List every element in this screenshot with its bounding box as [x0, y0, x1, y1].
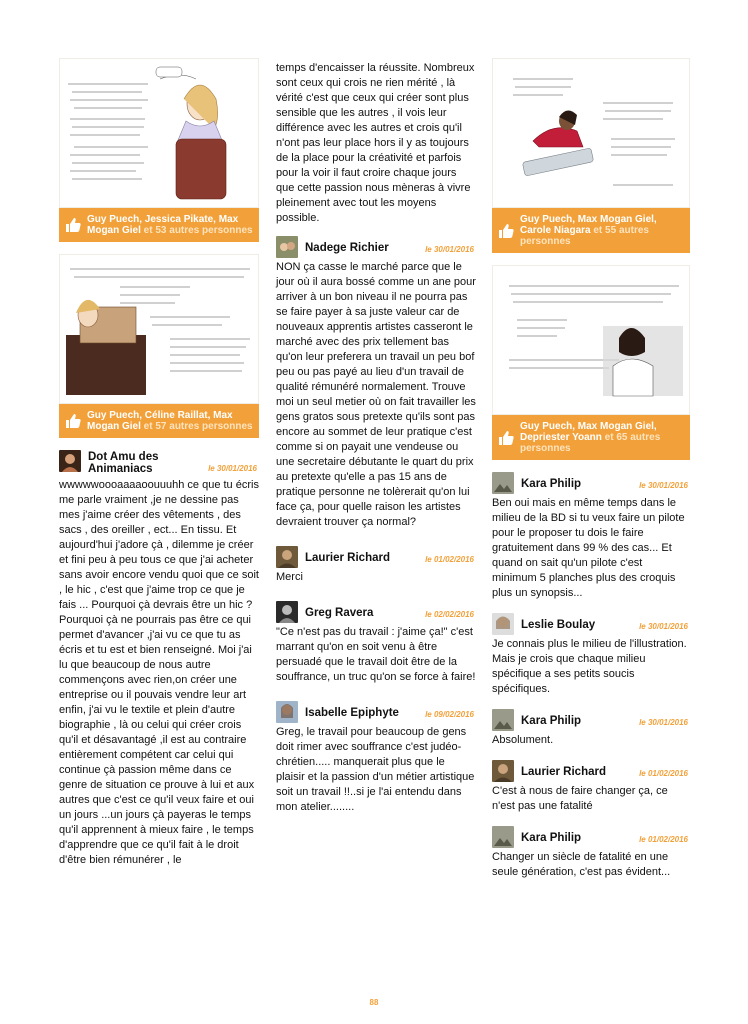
- thumb-up-icon[interactable]: [498, 430, 514, 446]
- likes-more[interactable]: et 57 autres personnes: [140, 421, 253, 432]
- comment-text: Je connais plus le milieu de l'illustration. Mais je crois que chaque milieu spécifique a ses petits soucis spécifiques.: [492, 638, 687, 695]
- comment-author[interactable]: Kara Philip: [521, 832, 582, 844]
- comment-date: le 30/01/2016: [208, 464, 257, 473]
- likes-names[interactable]: Guy Puech, Céline Raillat, Max Mogan Giel: [87, 410, 233, 432]
- avatar[interactable]: [492, 760, 514, 782]
- artist-at-desk-drawing: [60, 255, 259, 403]
- likes-more[interactable]: et 55 autres personnes: [520, 225, 649, 247]
- comment-text: Ben oui mais en même temps dans le milieu de la BD si tu veux faire un pilote pour le proposer tu dois le faire gratuitement dans 99 % des cas... Et quand on sait qu'un pilote c'est minimum 5 planches plus des croquis plus un synopsis...: [492, 497, 685, 599]
- likes-names[interactable]: Guy Puech, Max Mogan Giel, Depriester Yoann: [520, 421, 657, 443]
- avatar[interactable]: [276, 236, 298, 258]
- comment: [276, 236, 476, 530]
- comment-text: NON ça casse le marché parce que le jour où il aura bossé comme un ane pour arriver à un bon niveau il ne pourra pas se faire payer à sa juste valeur car de nouveaux apprentis artistes casseront le marché avec des prix tellement bas qu'on leur preferera un travail un peu bof peu ou pas payé au lieu d'un travail de qualité rémunéré normalement. Trouve moi un seul metier où on fait travailler les gens gratos sous pretexte qu'ils sont pas encore au sommet de leur pratique c'est comme si on payait une vendeuse ou une secretaire débutante le quart du prix au pretexte qu'elle a pas 15 ans de pratique personne ne tolèrerait qu'on lui face ça, pour quelle raison les artistes devraient trouver ça normal?: [276, 261, 476, 528]
- comic-illustration: [59, 58, 259, 208]
- comment: [276, 701, 476, 815]
- comic-card: [492, 58, 690, 253]
- thumb-up-icon[interactable]: [498, 223, 514, 239]
- girl-on-sled-drawing: [493, 59, 690, 207]
- comment-date: le 30/01/2016: [425, 245, 474, 254]
- comment-date: le 09/02/2016: [425, 710, 474, 719]
- comment: [276, 546, 476, 585]
- comment: [492, 760, 690, 814]
- comic-illustration: [59, 254, 259, 404]
- comic-card: [59, 58, 259, 242]
- thumb-up-icon[interactable]: [65, 413, 81, 429]
- column-middle: [276, 61, 476, 823]
- comment-author[interactable]: Nadege Richier: [305, 242, 389, 254]
- comment-author[interactable]: Laurier Richard: [305, 552, 390, 564]
- comment: [492, 613, 690, 697]
- comment-author[interactable]: Isabelle Epiphyte: [305, 707, 399, 719]
- likes-more[interactable]: et 53 autres personnes: [140, 225, 253, 236]
- comment-text: Changer un siècle de fatalité en une seule génération, c'est pas évident...: [492, 851, 671, 878]
- likes-more[interactable]: et 65 autres personnes: [520, 432, 661, 454]
- avatar[interactable]: [276, 701, 298, 723]
- likes-names[interactable]: Guy Puech, Max Mogan Giel, Carole Niagara: [520, 214, 657, 236]
- comment-date: le 30/01/2016: [639, 622, 688, 631]
- likes-bar: [492, 208, 690, 253]
- comic-illustration: [492, 58, 690, 208]
- avatar[interactable]: [59, 450, 81, 472]
- comic-illustration: [492, 265, 690, 415]
- thumb-up-icon[interactable]: [65, 217, 81, 233]
- comment-author[interactable]: Laurier Richard: [521, 766, 606, 778]
- avatar[interactable]: [492, 826, 514, 848]
- comment-text: Absolument.: [492, 734, 554, 746]
- avatar[interactable]: [276, 601, 298, 623]
- column-right: [492, 58, 690, 888]
- comment-author[interactable]: Greg Ravera: [305, 607, 374, 619]
- likes-bar: [59, 208, 259, 242]
- comment-date: le 01/02/2016: [639, 835, 688, 844]
- comment: [59, 450, 259, 868]
- comic-card: [492, 265, 690, 460]
- comment-author[interactable]: Leslie Boulay: [521, 619, 596, 631]
- comment: [492, 709, 690, 748]
- comment-text: C'est à nous de faire changer ça, ce n'est pas une fatalité: [492, 785, 668, 812]
- comic-card: [59, 254, 259, 438]
- comment-date: le 02/02/2016: [425, 610, 474, 619]
- comment-author[interactable]: Kara Philip: [521, 478, 582, 490]
- comment-author[interactable]: Dot Amu des Animaniacs: [88, 451, 159, 475]
- comment-continuation: temps d'encaisser la réussite. Nombreux sont ceux qui crois ne rien mérité , là vérité c'est que ceux qui créer sont plus sensible que les autres , il vois leur différence avec les autres et crois qu'il n'ont pas leur place hors il y as toujours de la place pour la créativité et parfois pour la voir il faut croire chaque jours que cette passion nous mèneras à vivre pleinement avec tout les moyens possible.: [276, 62, 475, 224]
- column-left: [59, 58, 259, 876]
- comment-date: le 01/02/2016: [639, 769, 688, 778]
- comment: [492, 472, 690, 601]
- avatar[interactable]: [492, 709, 514, 731]
- avatar[interactable]: [276, 546, 298, 568]
- likes-bar: [492, 415, 690, 460]
- comment-text: Merci: [276, 571, 303, 583]
- comment-date: le 30/01/2016: [639, 718, 688, 727]
- likes-bar: [59, 404, 259, 438]
- comment-date: le 30/01/2016: [639, 481, 688, 490]
- comment-text: Greg, le travail pour beaucoup de gens doit rimer avec souffrance c'est judéo-chrétien..... manquerait plus que le plaisir et la passion d'un métier artistique soit un travail !!..si je l'ai entendu dans mon atelier........: [276, 726, 475, 813]
- avatar[interactable]: [492, 472, 514, 494]
- comment-text: wwwwwoooaaaaoouuuhh ce que tu écris me parle vraiment ,je ne dessine pas mes j'aime créer des vêtements , des sacs , des oreiller , ect... En tissu. Et aujourd'hui j'adore çà , dilemme je créer et fini peu à peu tous ce que j'ai acheter sans avoir encore vendu quoi que ce soit , le hic , c'est que j'aime trop ce que je fais ... Pourquoi çà devrais être un hic ? Pourquoi çà ne pourrais pas être ce qui permet d'avancer ,j'ai vu ce que tu as écris et tu est et bien renseigné. Moi j'ai lu que beaucoup de nous autre commençons avec rien,on créer une entreprise ou il pouvais vendre leur art enfin, j'ai vu le textile et plein d'autre biographie , là ou celui qui créer crois qu'il et désavantagé ,il est au contraire entièrement compétent car celui qui continue çà passion même dans ce genre de situation ce prouve à lui et aux autres que c'est ce qu'il veux faire et oui un jours ...un jours çà payeras le temps qu'il apprennent à mieux faire , le temps d'apprendre que ce qu'il fait à le droit d'être bien rémunérer , le: [59, 479, 259, 866]
- avatar[interactable]: [492, 613, 514, 635]
- likes-names[interactable]: Guy Puech, Jessica Pikate, Max Mogan Giel: [87, 214, 239, 236]
- comment: [276, 601, 476, 685]
- girl-on-phone-drawing: [493, 266, 690, 414]
- girl-scarf-drawing: [60, 59, 259, 207]
- comment-author[interactable]: Kara Philip: [521, 715, 582, 727]
- comment-text: "Ce n'est pas du travail : j'aime ça!" c'est marrant qu'on en soit venu à être persuadé que le travail doit être de la souffrance, un truc qu'on se force à faire!: [276, 626, 476, 683]
- comment: [492, 826, 690, 880]
- page-number: 88: [369, 998, 379, 1007]
- comment-date: le 01/02/2016: [425, 555, 474, 564]
